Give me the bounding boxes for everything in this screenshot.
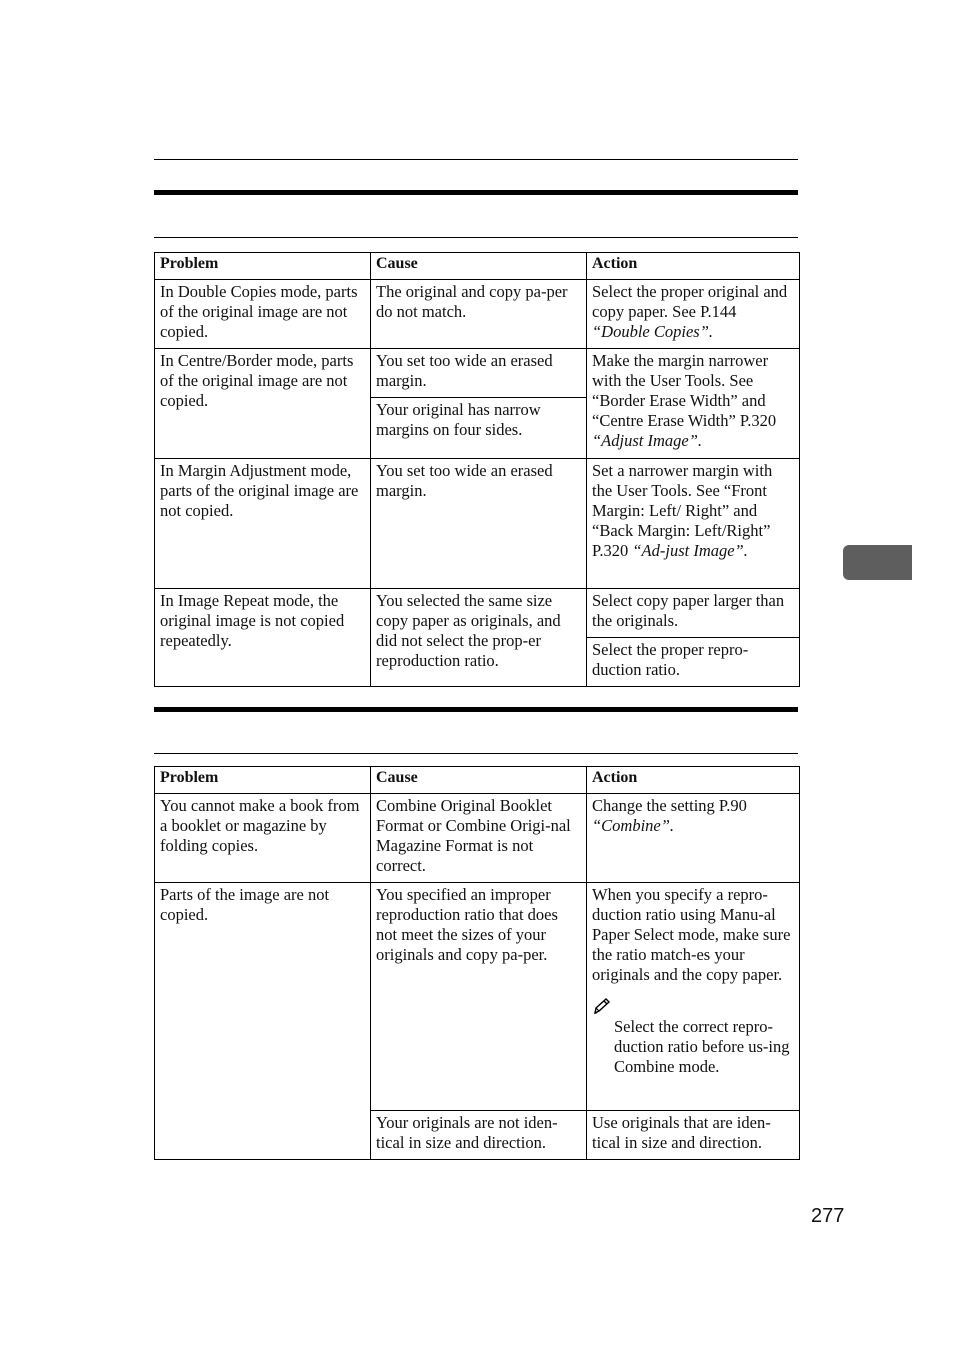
action-cell	[587, 883, 800, 1111]
troubleshooting-table-2	[154, 766, 800, 1160]
table-row	[155, 883, 800, 1111]
table-row	[155, 794, 800, 883]
page-reference: “Adjust Image”.	[592, 431, 703, 450]
action-cell	[587, 794, 800, 883]
cause-cell: You selected the same size copy paper as originals, and did not select the prop-er reproduction ratio.	[371, 589, 587, 687]
action-cell: Select the proper repro-duction ratio.	[587, 638, 800, 687]
problem-cell: In Centre/Border mode, parts of the original image are not copied.	[155, 349, 371, 459]
page-reference: “Combine”.	[592, 816, 675, 835]
page-reference: “Double Copies”.	[592, 322, 714, 341]
cause-cell: Your original has narrow margins on four sides.	[371, 398, 587, 459]
problem-cell: In Double Copies mode, parts of the original image are not copied.	[155, 280, 371, 349]
action-text: Select the proper original and copy paper. See P.144	[592, 282, 788, 321]
header-action: Action	[587, 253, 800, 280]
action-text: Change the setting P.90	[592, 796, 747, 815]
troubleshooting-table-1	[154, 252, 800, 687]
action-cell: Select copy paper larger than the originals.	[587, 589, 800, 638]
header-rule	[154, 159, 798, 160]
header-problem: Problem	[155, 767, 371, 794]
pencil-note-icon	[592, 997, 612, 1015]
cause-cell: You set too wide an erased margin.	[371, 459, 587, 589]
cause-cell: The original and copy pa-per do not match.	[371, 280, 587, 349]
problem-cell: You cannot make a book from a booklet or magazine by folding copies.	[155, 794, 371, 883]
page-reference: “Ad-just Image”.	[632, 541, 748, 560]
problem-cell: In Image Repeat mode, the original image is not copied repeatedly.	[155, 589, 371, 687]
table-header-row	[155, 253, 800, 280]
table-header-row	[155, 767, 800, 794]
chapter-tab	[843, 545, 912, 580]
table-row	[155, 349, 800, 398]
header-cause: Cause	[371, 767, 587, 794]
action-text: When you specify a repro-duction ratio using Manu-al Paper Select mode, make sure the ratio match-es your originals and the copy paper.	[592, 885, 791, 984]
action-cell	[587, 349, 800, 459]
cause-cell: Combine Original Booklet Format or Combine Origi-nal Magazine Format is not correct.	[371, 794, 587, 883]
table-row	[155, 280, 800, 349]
section-rule-top-2	[154, 707, 798, 712]
page-number: 277	[811, 1205, 845, 1227]
cause-cell: You specified an improper reproduction ratio that does not meet the sizes of your originals and copy pa-per.	[371, 883, 587, 1111]
section-rule-bottom-1	[154, 237, 798, 238]
cause-cell: You set too wide an erased margin.	[371, 349, 587, 398]
header-problem: Problem	[155, 253, 371, 280]
table-row	[155, 459, 800, 589]
action-cell: Use originals that are iden-tical in size and direction.	[587, 1111, 800, 1160]
header-cause: Cause	[371, 253, 587, 280]
note-text: Select the correct repro-duction ratio before us-ing Combine mode.	[614, 1017, 790, 1076]
table-row	[155, 589, 800, 638]
action-text: Make the margin narrower with the User Tools. See “Border Erase Width” and “Centre Erase Width” P.320	[592, 351, 777, 430]
action-text: Set a narrower margin with the User Tools. See “Front Margin: Left/ Right” and “Back Margin: Left/Right” P.320	[592, 461, 773, 560]
action-cell	[587, 459, 800, 589]
section-rule-top-1	[154, 190, 798, 195]
cause-cell: Your originals are not iden-tical in size and direction.	[371, 1111, 587, 1160]
action-cell	[587, 280, 800, 349]
problem-cell: Parts of the image are not copied.	[155, 883, 371, 1160]
section-rule-bottom-2	[154, 753, 798, 754]
header-action: Action	[587, 767, 800, 794]
problem-cell: In Margin Adjustment mode, parts of the original image are not copied.	[155, 459, 371, 589]
